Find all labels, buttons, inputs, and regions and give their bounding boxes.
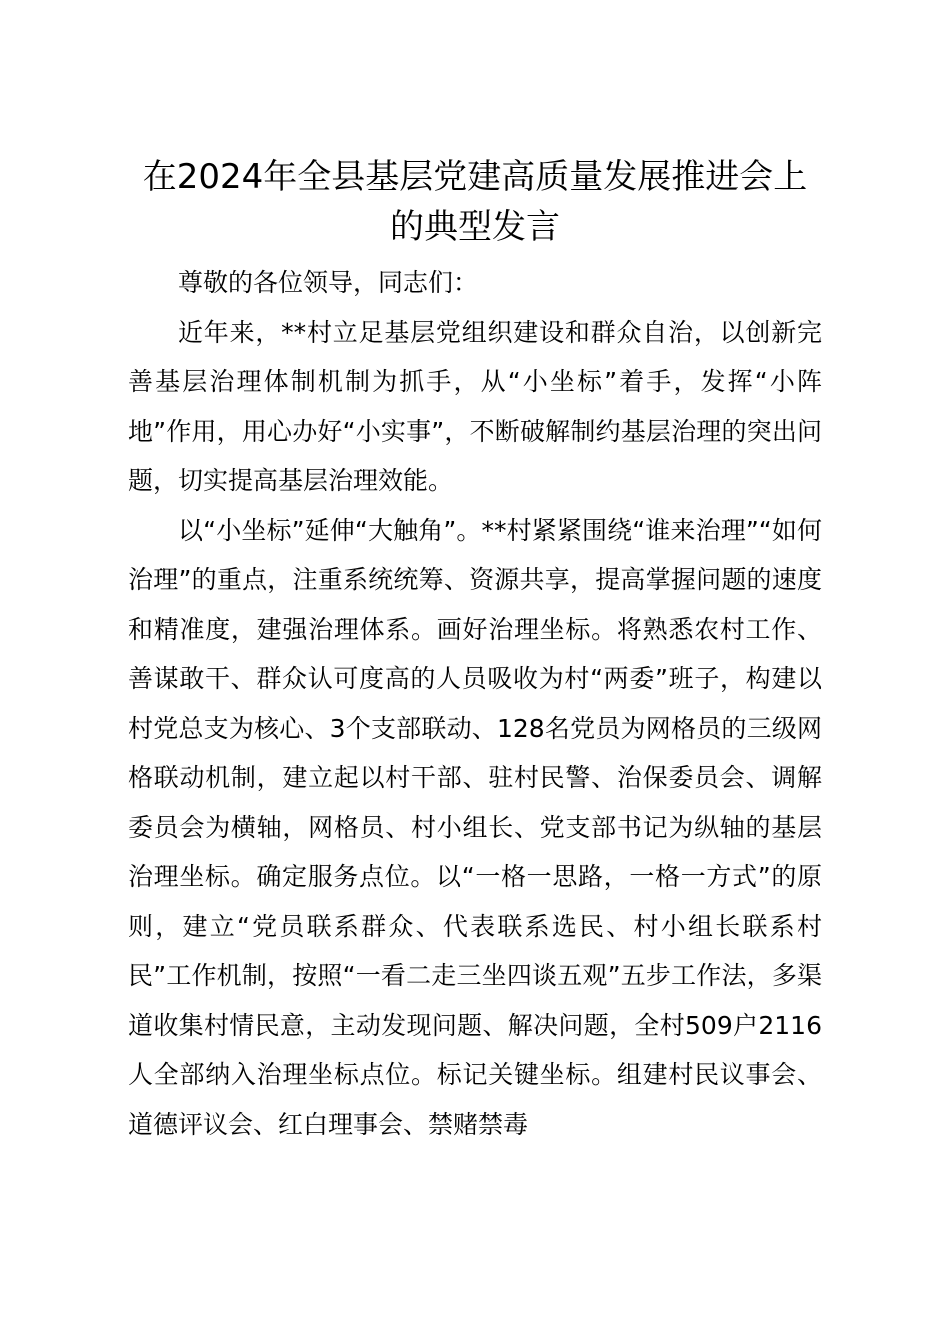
salutation: 尊敬的各位领导，同志们： [178,268,479,297]
paragraph-1: 近年来，**村立足基层党组织建设和群众自治，以创新完善基层治理体制机制为抓手，从“小坐标”着手，发挥“小阵地”作用，用心办好“小实事”，不断破解制约基层治理的突出问题，切实提高基层治理效能。 [128,317,822,495]
document-page [128,152,822,1149]
paragraph-2: 以“小坐标”延伸“大触角”。**村紧紧围绕“谁来治理”“如何治理”的重点，注重系统统筹、资源共享，提高掌握问题的速度和精准度，建强治理体系。画好治理坐标。将熟悉农村工作、善谋敢干、群众认可度高的人员吸收为村“两委”班子，构建以村党总支为核心、3个支部联动、128名党员为网格员的三级网格联动机制，建立起以村干部、驻村民警、治保委员会、调解委员会为横轴，网格员、村小组长、党支部书记为纵轴的基层治理坐标。确定服务点位。以“一格一思路，一格一方式”的原则，建立“党员联系群众、代表联系选民、村小组长联系村民”工作机制，按照“一看二走三坐四谈五观”五步工作法，多渠道收集村情民意，主动发现问题、解决问题，全村509户2116人全部纳入治理坐标点位。标记关键坐标。组建村民议事会、道德评议会、红白理事会、禁赌禁毒 [128,515,822,1139]
document-title: 在2024年全县基层党建高质量发展推进会上的典型发言 [142,157,808,247]
